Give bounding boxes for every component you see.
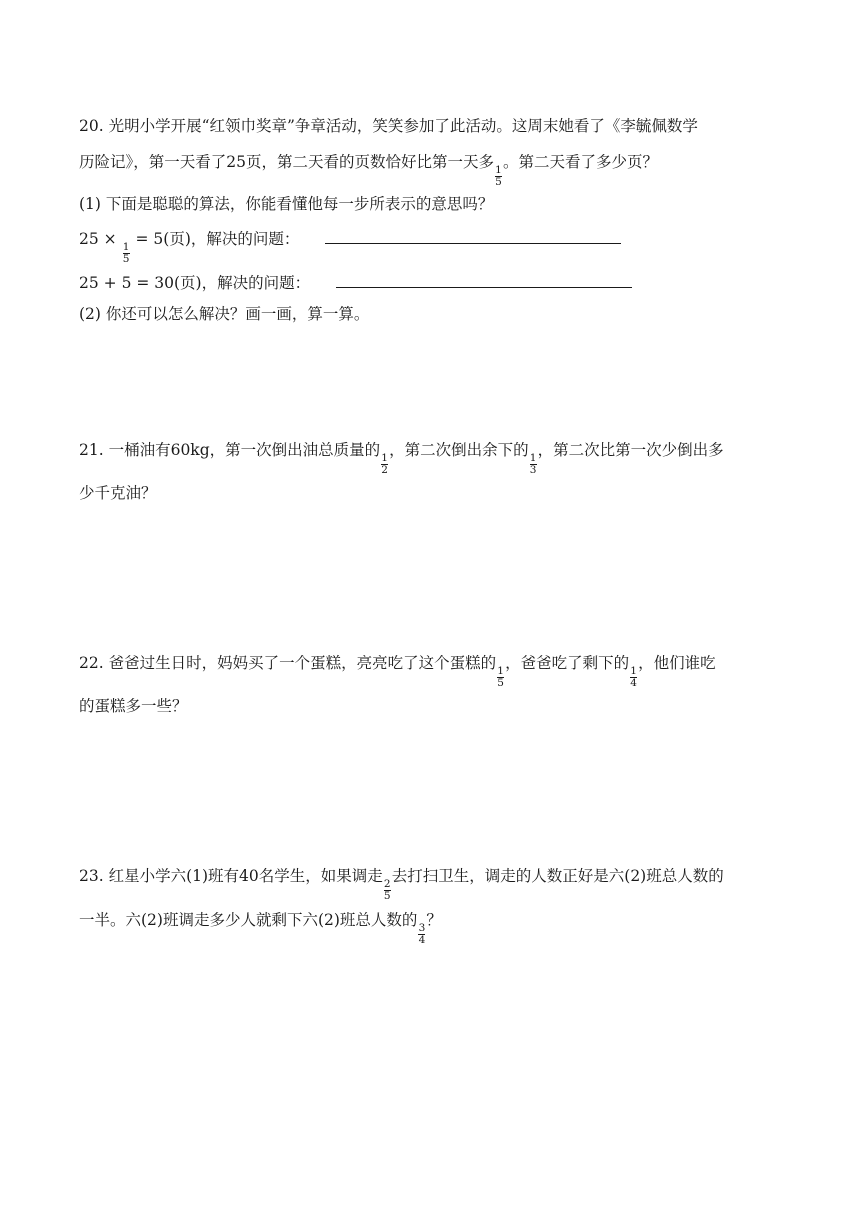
q23-line2 bbox=[79, 909, 442, 946]
fraction-denominator: 2 bbox=[381, 463, 388, 476]
q20-line1 bbox=[79, 115, 698, 137]
q20-fraction-one-fifth bbox=[495, 165, 502, 188]
q20-calc2 bbox=[79, 272, 632, 294]
q20-line2 bbox=[79, 151, 658, 188]
q20-calc1-fraction bbox=[123, 242, 130, 265]
q23-fraction-two-fifths bbox=[384, 879, 391, 902]
q20-answer-blank-2[interactable] bbox=[336, 273, 632, 288]
fraction-numerator: 1 bbox=[497, 664, 504, 677]
q22-fraction-one-quarter bbox=[630, 666, 637, 689]
q22-text-a: 22. 爸爸过生日时，妈妈买了一个蛋糕，亮亮吃了这个蛋糕的 bbox=[79, 654, 497, 672]
fraction-numerator: 2 bbox=[383, 877, 391, 890]
q23-text-a: 23. 红星小学六(1)班有40名学生，如果调走 bbox=[79, 867, 383, 885]
q22-fraction-one-fifth bbox=[497, 666, 504, 689]
q20-answer-blank-1[interactable] bbox=[325, 229, 621, 244]
q21-line2 bbox=[79, 482, 157, 504]
fraction-numerator: 3 bbox=[418, 921, 426, 934]
q21-text-line2: 少千克油？ bbox=[79, 484, 157, 502]
q20-part1 bbox=[79, 193, 493, 215]
fraction-denominator: 5 bbox=[495, 175, 502, 188]
q23-text-b: 去打扫卫生，调走的人数正好是六(2)班总人数的 bbox=[391, 867, 724, 885]
q20-calc1 bbox=[79, 228, 621, 265]
q22-text-line2: 的蛋糕多一些？ bbox=[79, 697, 188, 715]
q20-calc1-result: = 5(页)，解决的问题： bbox=[130, 230, 300, 248]
q22-text-b: ，爸爸吃了剩下的 bbox=[505, 654, 630, 672]
q20-calc2-text: 25 + 5 = 30(页)，解决的问题： bbox=[79, 274, 311, 292]
q20-part1-text: (1) 下面是聪聪的算法，你能看懂他每一步所表示的意思吗？ bbox=[79, 195, 494, 213]
fraction-denominator: 5 bbox=[497, 676, 504, 689]
q21-text-b: ，第二次倒出余下的 bbox=[389, 441, 529, 459]
fraction-numerator: 1 bbox=[381, 451, 388, 464]
q20-part2-text: (2) 你还可以怎么解决？画一画，算一算。 bbox=[79, 305, 370, 323]
q23-line1 bbox=[79, 865, 724, 902]
q21-text-a: 21. 一桶油有60kg，第一次倒出油总质量的 bbox=[79, 441, 381, 459]
fraction-numerator: 1 bbox=[122, 240, 130, 253]
q22-text-c: ，他们谁吃 bbox=[638, 654, 716, 672]
q21-fraction-one-third bbox=[530, 453, 537, 476]
q20-calc1-expr: 25 × bbox=[79, 230, 122, 248]
q23-fraction-three-quarters bbox=[418, 923, 425, 946]
fraction-denominator: 4 bbox=[630, 676, 637, 689]
fraction-numerator: 1 bbox=[529, 451, 537, 464]
q21-text-c: ，第二次比第一次少倒出多 bbox=[537, 441, 724, 459]
fraction-denominator: 5 bbox=[122, 252, 130, 265]
fraction-numerator: 1 bbox=[495, 163, 502, 176]
q20-part2 bbox=[79, 303, 369, 325]
q20-text-line1: 20. 光明小学开展“红领巾奖章”争章活动，笑笑参加了此活动。这周末她看了《李毓佩数学 bbox=[79, 117, 698, 135]
fraction-denominator: 3 bbox=[529, 463, 537, 476]
q20-text-line2-post: 。第二天看了多少页？ bbox=[502, 153, 658, 171]
q21-line1 bbox=[79, 439, 724, 476]
fraction-denominator: 4 bbox=[418, 933, 426, 946]
fraction-denominator: 5 bbox=[383, 889, 391, 902]
q23-text-line2-a: 一半。六(2)班调走多少人就剩下六(2)班总人数的 bbox=[79, 911, 418, 929]
fraction-numerator: 1 bbox=[630, 664, 637, 677]
q23-text-line2-b: ？ bbox=[426, 911, 442, 929]
q22-line1 bbox=[79, 652, 716, 689]
q20-text-line2-pre: 历险记》，第一天看了25页，第二天看的页数恰好比第一天多 bbox=[79, 153, 494, 171]
q21-fraction-one-half bbox=[381, 453, 388, 476]
q22-line2 bbox=[79, 695, 188, 717]
